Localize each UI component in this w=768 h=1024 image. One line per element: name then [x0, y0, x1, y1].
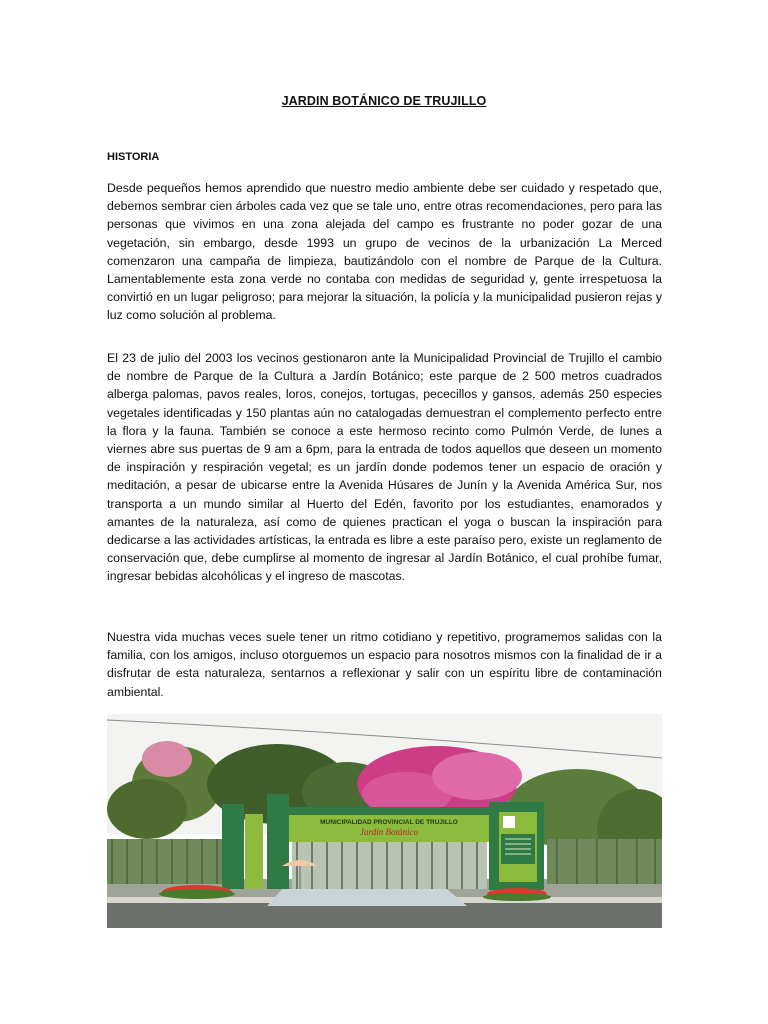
paragraph-1: Desde pequeños hemos aprendido que nuestro medio ambiente debe ser cuidado y respetado que, debemos sembrar cien árboles cada vez que se tale uno, entre otras recomendaciones, pero para las personas que vivimos en una zona alejada del campo es frustrante no poder gozar de una vegetación, sin embargo, desde 1993 un grupo de vecinos de la urbanización La Merced comenzaron una campaña de limpieza, bautizándolo con el nombre de Parque de la Cultura. Lamentablemente esta zona verde no contaba con medidas de seguridad y, gente irrespetuosa la convirtió en un lugar peligroso; para mejorar la situación, la policía y la municipalidad pusieron rejas y luz como solución al problema.: [107, 181, 662, 323]
sign-line-1: MUNICIPALIDAD PROVINCIAL DE TRUJILLO: [320, 819, 458, 826]
section-heading: HISTORIA: [107, 151, 160, 163]
sign-line-2: Jardín Botánico: [360, 827, 418, 837]
paragraph-3: Nuestra vida muchas veces suele tener un ritmo cotidiano y repetitivo, programemos salidas con la familia, con los amigos, incluso otorguemos un espacio para nosotros mismos con la finalidad de ir a disfrutar de esta naturaleza, sentarnos a reflexionar y salir con un espíritu libre de contaminación ambiental.: [107, 630, 662, 699]
paragraph-2: El 23 de julio del 2003 los vecinos gestionaron ante la Municipalidad Provincial de Trujillo el cambio de nombre de Parque de la Cultura a Jardín Botánico; este parque de 2 500 metros cuadrados alberga palomas, pavos reales, loros, conejos, tortugas, pececillos y gansos, además 250 especies vegetales identificadas y 150 plantas aún no catalogadas demuestran el complemento perfecto entre la flora y la fauna. También se conoce a este hermoso recinto como Pulmón Verde, de lunes a viernes abre sus puertas de 9 am a 6pm, para la entrada de todos aquellos que deseen un momento de inspiración y respiración vegetal; es un jardín donde podemos tener un espacio de oración y meditación, a pesar de ubicarse entre la Avenida Húsares de Junín y la Avenida América Sur, nos transporta a un mundo similar al Huerto del Edén, favorito por los estudiantes, enamorados y amantes de la naturaleza, así como de quienes practican el yoga o buscan la inspiración para dedicarse a las actividades artísticas, la entrada es libre a este paraíso pero, existe un reglamento de conservación que, debe cumplirse al momento de ingresar al Jardín Botánico, el cual prohíbe fumar, ingresar bebidas alcohólicas y el ingreso de mascotas.: [107, 351, 662, 584]
garden-entrance-photo: [107, 714, 662, 928]
document-title: JARDIN BOTÁNICO DE TRUJILLO: [281, 94, 487, 108]
